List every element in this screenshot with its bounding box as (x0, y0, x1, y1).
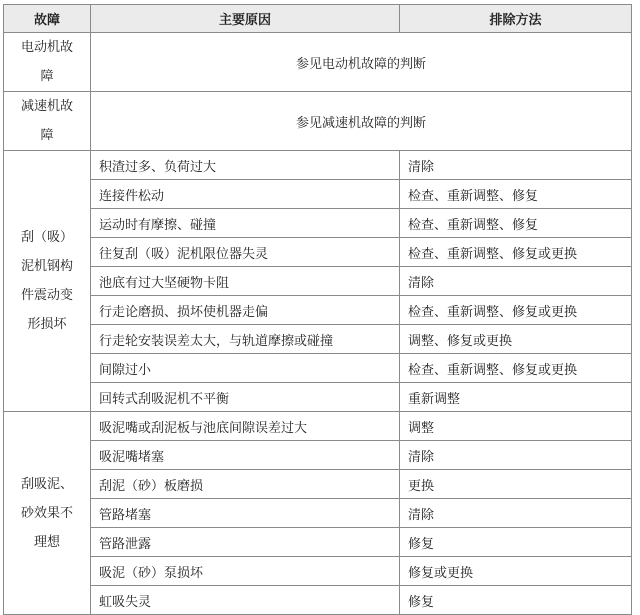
remedy-cell: 检查、重新调整、修复 (400, 209, 632, 238)
fault-cell: 电动机故障 (4, 33, 91, 92)
remedy-cell: 修复 (400, 528, 632, 557)
fault-cell: 减速机故障 (4, 92, 91, 151)
cause-cell: 吸泥嘴堵塞 (91, 441, 400, 470)
remedy-cell: 调整、修复或更换 (400, 325, 632, 354)
header-cause: 主要原因 (91, 5, 400, 33)
table-row (4, 586, 632, 615)
cause-cell: 吸泥（砂）泵损坏 (91, 557, 400, 586)
table-row (4, 499, 632, 528)
remedy-cell: 修复或更换 (400, 557, 632, 586)
table-row (4, 528, 632, 557)
table-row (4, 354, 632, 383)
header-row (4, 5, 632, 33)
remedy-cell: 检查、重新调整、修复或更换 (400, 354, 632, 383)
table-row (4, 325, 632, 354)
remedy-cell: 检查、重新调整、修复 (400, 180, 632, 209)
cause-cell: 间隙过小 (91, 354, 400, 383)
remedy-cell: 检查、重新调整、修复或更换 (400, 296, 632, 325)
fault-cell: 刮（吸）泥机钢构件震动变形损坏 (4, 151, 91, 412)
remedy-cell: 清除 (400, 267, 632, 296)
remedy-merged-cell: 参见减速机故障的判断 (91, 92, 632, 151)
table-row (4, 441, 632, 470)
cause-cell: 运动时有摩擦、碰撞 (91, 209, 400, 238)
table-row (4, 557, 632, 586)
table-row (4, 209, 632, 238)
table-row (4, 238, 632, 267)
remedy-cell: 调整 (400, 412, 632, 441)
remedy-cell: 清除 (400, 441, 632, 470)
table-row (4, 383, 632, 412)
remedy-cell: 更换 (400, 470, 632, 499)
table-row (4, 470, 632, 499)
fault-table (3, 4, 632, 615)
cause-cell: 行走轮安装误差太大，与轨道摩擦或碰撞 (91, 325, 400, 354)
cause-cell: 连接件松动 (91, 180, 400, 209)
remedy-cell: 检查、重新调整、修复或更换 (400, 238, 632, 267)
cause-cell: 吸泥嘴或刮泥板与池底间隙误差过大 (91, 412, 400, 441)
cause-cell: 积渣过多、负荷过大 (91, 151, 400, 180)
cause-cell: 往复刮（吸）泥机限位器失灵 (91, 238, 400, 267)
fault-cell: 刮吸泥、砂效果不理想 (4, 412, 91, 615)
cause-cell: 刮泥（砂）板磨损 (91, 470, 400, 499)
cause-cell: 管路堵塞 (91, 499, 400, 528)
cause-cell: 虹吸失灵 (91, 586, 400, 615)
header-remedy: 排除方法 (400, 5, 632, 33)
remedy-cell: 清除 (400, 499, 632, 528)
table-row (4, 267, 632, 296)
cause-cell: 回转式刮吸泥机不平衡 (91, 383, 400, 412)
remedy-cell: 修复 (400, 586, 632, 615)
table-row (4, 151, 632, 180)
cause-cell: 管路泄露 (91, 528, 400, 557)
table-row (4, 180, 632, 209)
table-row (4, 412, 632, 441)
cause-cell: 池底有过大坚硬物卡阻 (91, 267, 400, 296)
remedy-cell: 重新调整 (400, 383, 632, 412)
remedy-merged-cell: 参见电动机故障的判断 (91, 33, 632, 92)
cause-cell: 行走论磨损、损坏使机器走偏 (91, 296, 400, 325)
remedy-cell: 清除 (400, 151, 632, 180)
table-row (4, 296, 632, 325)
table-row-reducer-fault (4, 92, 632, 151)
table-row-motor-fault (4, 33, 632, 92)
header-fault: 故障 (4, 5, 91, 33)
